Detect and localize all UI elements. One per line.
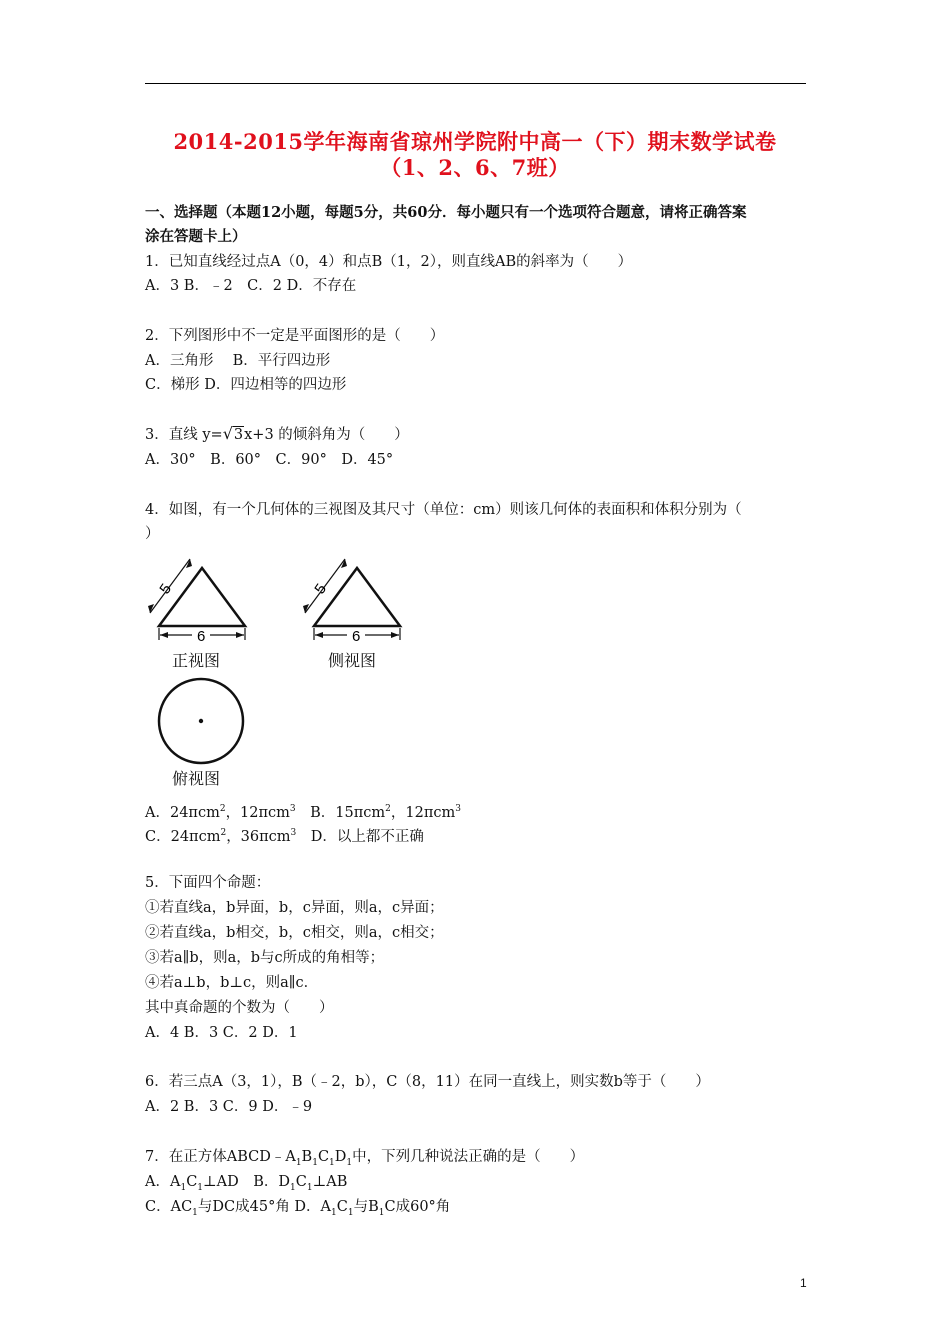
sup: 3: [290, 828, 297, 838]
side-slant-dimension: [305, 559, 345, 613]
front-base-arrow-left: [160, 632, 168, 638]
page-title: 2014-2015学年海南省琼州学院附中高一（下）期末数学试卷: [173, 129, 777, 154]
sup: 2: [219, 804, 226, 814]
side-base-label: 6: [352, 628, 361, 645]
q2-options-2: C．梯形 D．四边相等的四边形: [145, 377, 347, 393]
q7-opt-d-c: C: [336, 1199, 348, 1215]
q4-opt-b: B．15πcm: [295, 804, 386, 821]
q7-opt-b-c: C: [295, 1174, 307, 1190]
top-view-center-dot: [199, 719, 203, 723]
q4-opt-a: A．24πcm: [145, 804, 220, 821]
q5-prop-2: ②若直线a，b相交，b，c相交，则a，c相交；: [145, 925, 444, 941]
sup: 2: [385, 804, 391, 814]
top-view-figure: [155, 676, 250, 771]
sub: 1: [329, 1157, 335, 1168]
sub: 1: [346, 1157, 353, 1168]
q5-options: A．4 B．3 C．2 D．1: [145, 1025, 298, 1041]
q7-stem-d: D: [334, 1149, 347, 1165]
q5-prop-1: ①若直线a，b异面，b，c异面，则a，c异面；: [145, 900, 444, 916]
sub: 1: [180, 1182, 187, 1193]
side-base-arrow-right: [391, 632, 399, 638]
top-view-label: 俯视图: [172, 771, 221, 788]
q4-stem: 4．如图，有一个几何体的三视图及其尺寸（单位：cm）则该几何体的表面积和体积分别为（: [145, 502, 742, 518]
sub: 1: [295, 1157, 302, 1168]
q7-options-cd: [145, 1197, 450, 1223]
side-slant-label: 5: [311, 580, 331, 598]
q7-stem-b: B: [301, 1149, 313, 1165]
q1-options: A．3 B．﹣2 C．2 D．不存在: [145, 278, 357, 294]
sqrt-sign: √: [222, 424, 233, 443]
q7-opt-b-rest: ⊥AB: [312, 1174, 348, 1190]
q5-prop-3: ③若a∥b，则a，b与c所成的角相等；: [145, 950, 385, 966]
q7-opt-c-rest: 与DC成45°角 D．A: [197, 1199, 332, 1215]
header-rule: [145, 83, 806, 84]
front-slant-dimension: [150, 559, 190, 613]
q7-opt-a-rest: ⊥AD B．D: [203, 1174, 291, 1190]
q7-opt-c: C．AC: [145, 1199, 193, 1215]
front-slant-label: 5: [156, 580, 176, 598]
q7-opt-d-rest: C成60°角: [384, 1199, 451, 1215]
side-view-figure: [300, 555, 410, 655]
page-number: 1: [800, 1276, 807, 1290]
sup: 3: [455, 804, 461, 814]
q4-opt-a-cont: ，12πcm: [225, 804, 290, 821]
q3-stem-pre: 3．直线 y=: [145, 427, 223, 443]
front-base-label: 6: [197, 628, 206, 645]
q3-stem: [145, 424, 409, 445]
front-view-figure: [145, 555, 255, 655]
sqrt-radicand: 3: [233, 427, 244, 443]
front-view-label: 正视图: [172, 653, 221, 670]
q4-opt-b-cont: ，12πcm: [390, 804, 456, 821]
q3-stem-post: x+3 的倾斜角为（ ）: [244, 427, 409, 443]
sup: 3: [289, 804, 296, 814]
q2-stem: 2．下列图形中不一定是平面图形的是（ ）: [145, 328, 445, 344]
sub: 1: [378, 1207, 385, 1218]
q6-stem: 6．若三点A（3，1），B（﹣2，b），C（8，11）在同一直线上，则实数b等于（ ）: [145, 1074, 710, 1090]
sub: 1: [347, 1207, 354, 1218]
sub: 1: [306, 1182, 313, 1193]
section-heading-cont: 涂在答题卡上）: [145, 228, 247, 245]
q7-options-ab: [145, 1172, 347, 1198]
q2-options-1: A．三角形 B．平行四边形: [145, 353, 331, 369]
sub: 1: [197, 1182, 204, 1193]
q7-stem-pre: 7．在正方体ABCD﹣A: [145, 1149, 296, 1165]
q5-prop-4: ④若a⊥b，b⊥c，则a∥c．: [145, 975, 319, 991]
q7-stem-c: C: [317, 1149, 330, 1165]
sup: 2: [220, 828, 227, 838]
q5-stem: 5．下面四个命题：: [145, 875, 271, 891]
q7-opt-a-c: C: [186, 1174, 198, 1190]
sub: 1: [331, 1207, 337, 1218]
q4-opt-c: C．24πcm: [145, 828, 221, 845]
q4-opt-d: D．以上都不正确: [296, 828, 424, 845]
page-subtitle: （1、2、6、7班）: [380, 155, 570, 180]
q4-opt-c-cont: ，36πcm: [226, 828, 291, 845]
q5-ask: 其中真命题的个数为（ ）: [145, 1000, 334, 1016]
q7-opt-a: A．A: [145, 1174, 181, 1190]
q6-options: A．2 B．3 C．9 D．﹣9: [145, 1099, 313, 1115]
sub: 1: [290, 1182, 296, 1193]
q3-options: A．30° B．60° C．90° D．45°: [145, 452, 394, 468]
sub: 1: [192, 1207, 198, 1218]
q7-opt-d-with: 与B: [353, 1199, 379, 1215]
section-heading: 一、选择题（本题12小题，每题5分，共60分．每小题只有一个选项符合题意，请将正确答案: [145, 204, 747, 221]
side-view-label: 侧视图: [328, 653, 377, 670]
side-view-triangle: [314, 568, 400, 626]
sub: 1: [312, 1157, 318, 1168]
q1-stem: 1．已知直线经过点A（0，4）和点B（1，2），则直线AB的斜率为（ ）: [145, 254, 633, 270]
q4-options-ab: [145, 799, 461, 823]
front-base-arrow-right: [236, 632, 244, 638]
q7-stem: [145, 1147, 584, 1173]
q4-options-cd: [145, 823, 424, 847]
side-base-arrow-left: [315, 632, 323, 638]
q4-stem-cont: ）: [145, 526, 160, 542]
q7-stem-post: 中，下列几种说法正确的是（ ）: [352, 1149, 585, 1165]
front-view-triangle: [159, 568, 245, 626]
